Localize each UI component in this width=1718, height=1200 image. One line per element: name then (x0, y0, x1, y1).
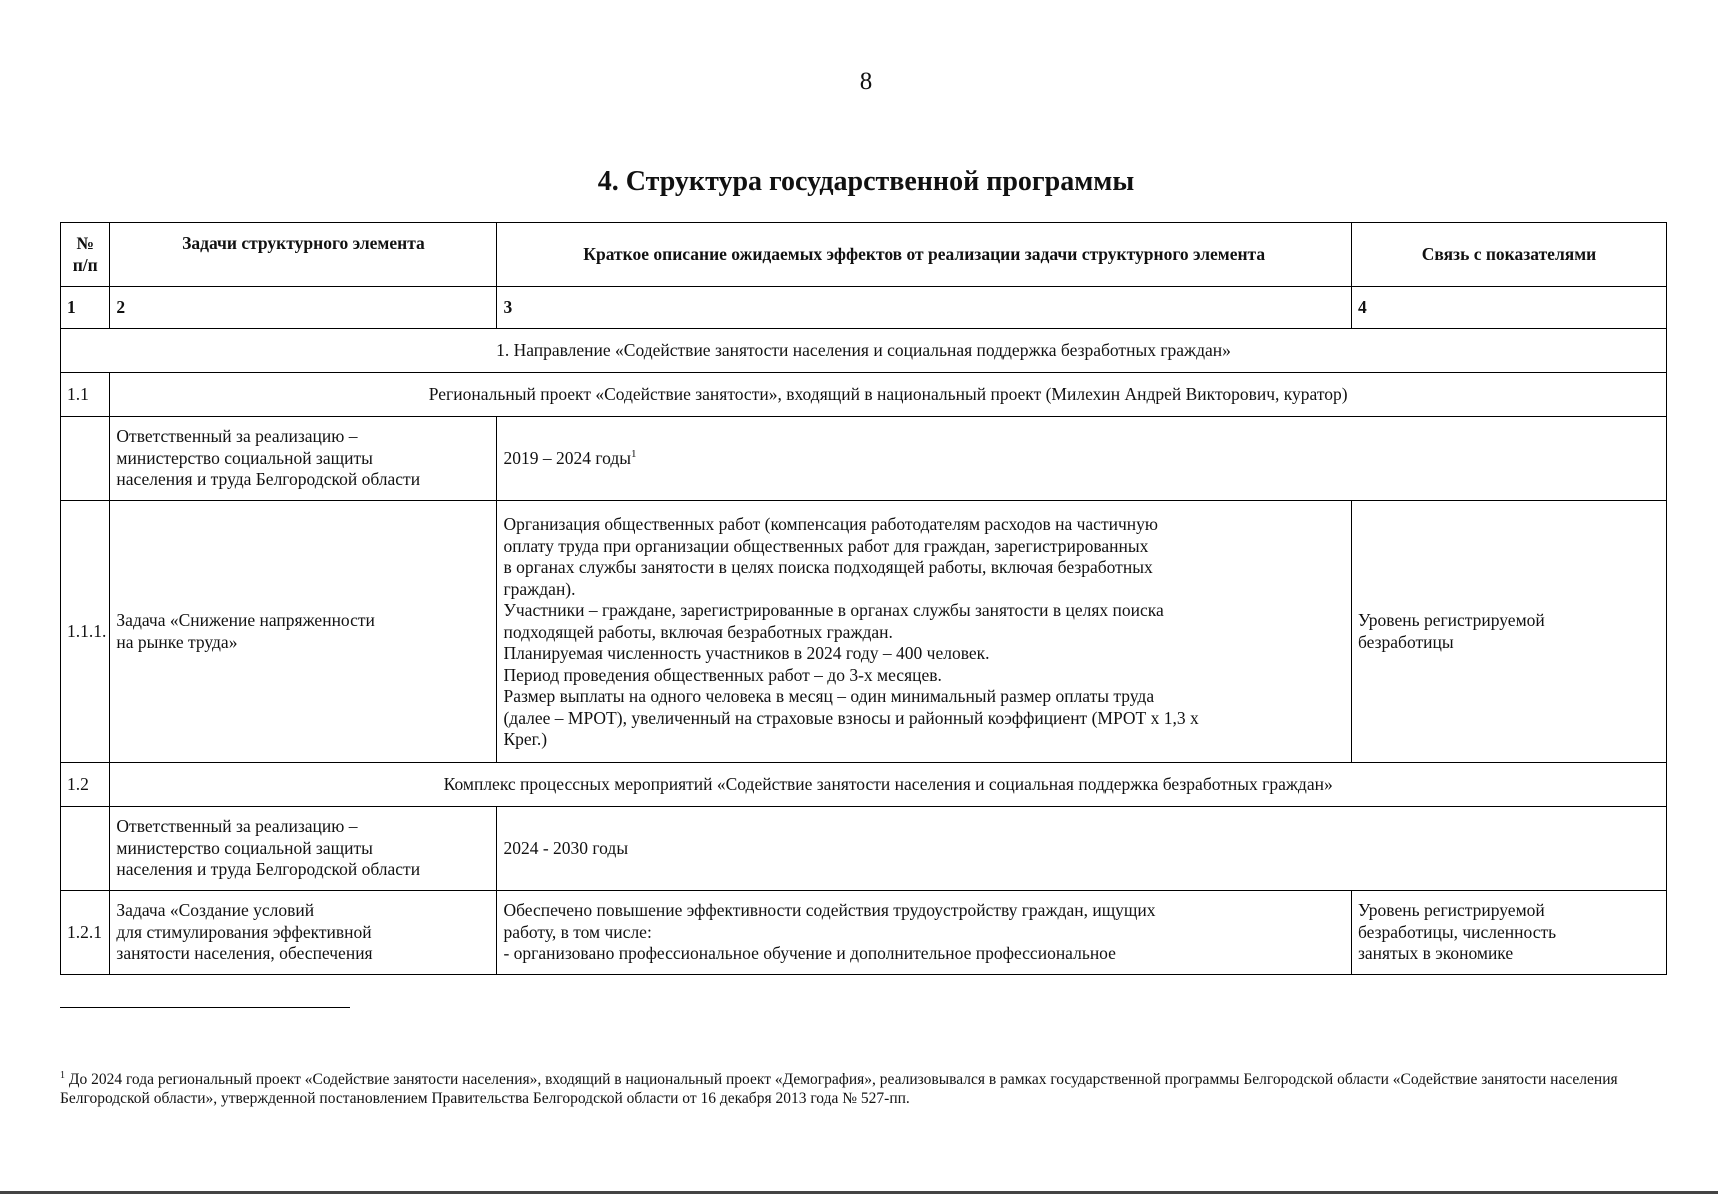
header-description: Краткое описание ожидаемых эффектов от реализации задачи структурного элемента (497, 223, 1351, 287)
page-title: 4. Структура государственной программы (597, 166, 1135, 197)
period-cell (497, 417, 1667, 501)
header-number: № п/п (61, 223, 110, 287)
task-row (61, 501, 1667, 763)
header-row (61, 223, 1667, 287)
footnote-text: До 2024 года региональный проект «Содействие занятости населения», входящий в национальный проект «Демография», реализовывался в рамках государственной программы Белгородской области «Содействие занятости населения Белгородской области», утвержденной постановлением Правительства Белгородской области от 16 декабря 2013 года № 527-пп. (60, 1071, 1618, 1107)
row-number-empty (61, 417, 110, 501)
responsible-label: Ответственный за реализацию – министерство социальной защиты населения и труда Белгородской области (110, 417, 497, 501)
footnote-divider (60, 1007, 350, 1008)
column-number-row (61, 287, 1667, 329)
task-description: Организация общественных работ (компенсация работодателям расходов на частичную оплату труда при организации общественных работ для граждан, зарегистрированных в органах службы занятости в целях поиска подходящей работы, включая безработных граждан). Участники – граждане, зарегистрированные в органах службы занятости в целях поиска подходящей работы, включая безработных граждан. Планируемая численность участников в 2024 году – 400 человек. Период проведения общественных работ – до 3-х месяцев. Размер выплаты на одного человека в месяц – один минимальный размер оплаты труда (далее – МРОТ), увеличенный на страховые взносы и районный коэффициент (МРОТ х 1,3 х Крег.) (497, 501, 1351, 763)
responsible-label: Ответственный за реализацию – министерство социальной защиты населения и труда Белгородской области (110, 807, 497, 891)
task-title: Задача «Снижение напряженности на рынке труда» (110, 501, 497, 763)
period-text: 2019 – 2024 годы (503, 447, 632, 468)
project-title: Региональный проект «Содействие занятости», входящий в национальный проект (Милехин Андрей Викторович, куратор) (110, 373, 1667, 417)
row-number-empty (61, 807, 110, 891)
footnote-mark: 1 (60, 1069, 65, 1081)
direction-title: 1. Направление «Содействие занятости населения и социальная поддержка безработных граждан» (61, 329, 1667, 373)
direction-row (61, 329, 1667, 373)
column-number: 2 (110, 287, 497, 329)
footnote (60, 1070, 1670, 1108)
task-indicator: Уровень регистрируемой безработицы (1351, 501, 1666, 763)
period-text: 2024 - 2030 годы (497, 807, 1667, 891)
row-number: 1.1 (61, 373, 110, 417)
task-indicator: Уровень регистрируемой безработицы, численность занятых в экономике (1351, 891, 1666, 975)
responsible-row (61, 807, 1667, 891)
row-number: 1.1.1. (61, 501, 110, 763)
responsible-row (61, 417, 1667, 501)
header-tasks: Задачи структурного элемента (110, 223, 497, 287)
project-row (61, 373, 1667, 417)
scan-edge-line (0, 1191, 1718, 1194)
program-structure-table (60, 222, 1667, 975)
footnote-reference: 1 (631, 447, 637, 460)
column-number: 3 (497, 287, 1351, 329)
row-number: 1.2 (61, 763, 110, 807)
task-title: Задача «Создание условий для стимулирования эффективной занятости населения, обеспечения (110, 891, 497, 975)
row-number: 1.2.1 (61, 891, 110, 975)
page-number: 8 (859, 68, 873, 95)
column-number: 4 (1351, 287, 1666, 329)
task-description: Обеспечено повышение эффективности содействия трудоустройству граждан, ищущих работу, в том числе: - организовано профессиональное обучение и дополнительное профессиональное (497, 891, 1351, 975)
task-row (61, 891, 1667, 975)
header-indicators: Связь с показателями (1351, 223, 1666, 287)
complex-row (61, 763, 1667, 807)
column-number: 1 (61, 287, 110, 329)
complex-title: Комплекс процессных мероприятий «Содействие занятости населения и социальная поддержка безработных граждан» (110, 763, 1667, 807)
